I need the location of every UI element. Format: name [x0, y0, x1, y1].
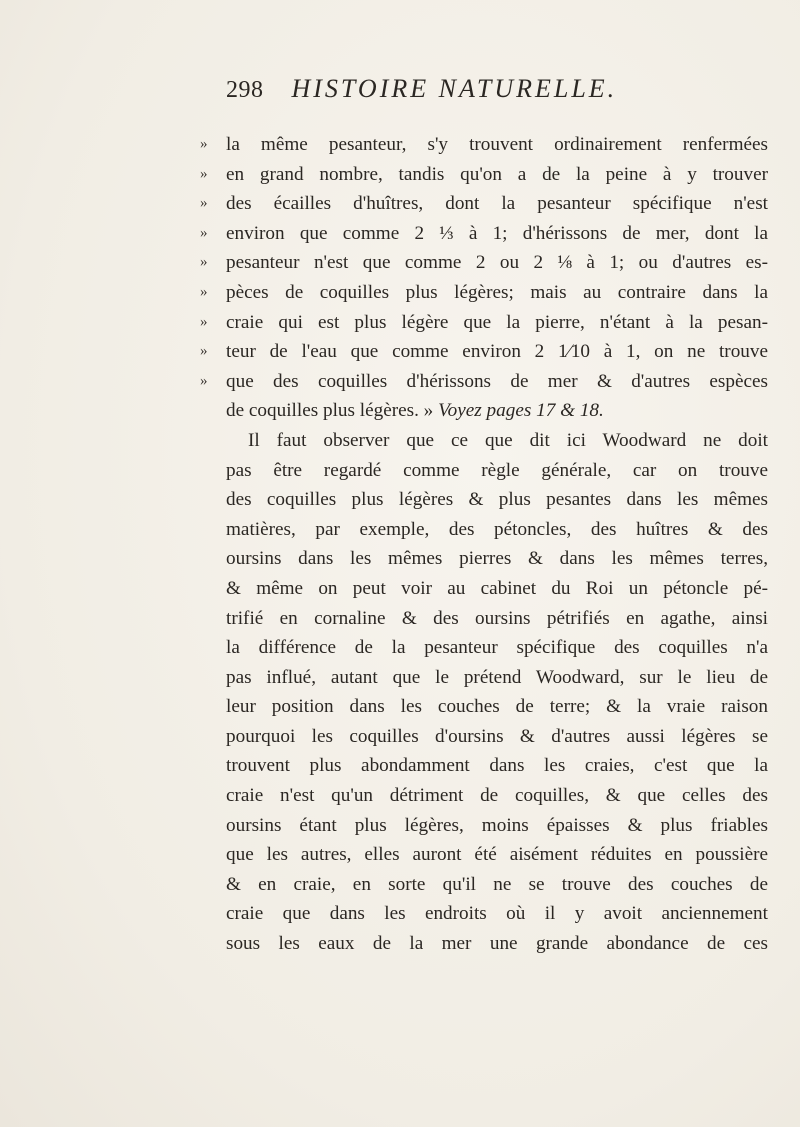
quote-mark: »	[200, 372, 208, 389]
quote-mark: »	[200, 195, 208, 212]
text-line: » environ que comme 2 ⅓ à 1; d'hérissons de mer, dont la	[226, 219, 768, 249]
quote-mark: »	[200, 224, 208, 241]
text-line: » que des coquilles d'hérissons de mer & d'autres espèces	[226, 367, 768, 397]
text-line: oursins étant plus légères, moins épaisses & plus friables	[226, 814, 768, 836]
quote-mark: »	[200, 313, 208, 330]
text-line: » teur de l'eau que comme environ 2 1⁄10 à 1, on ne trouve	[226, 337, 768, 367]
text-line: que les autres, elles auront été aisément réduites en poussière	[226, 844, 768, 866]
text-line: de coquilles plus légères. » Voyez pages 17 & 18.	[226, 400, 604, 422]
text-line: des coquilles plus légères & plus pesantes dans les mêmes	[226, 489, 768, 511]
text-line: matières, par exemple, des pétoncles, des huîtres & des	[226, 518, 768, 540]
text-line: » craie qui est plus légère que la pierre, n'étant à la pesan-	[226, 308, 768, 338]
text-line: & même on peut voir au cabinet du Roi un pétoncle pé-	[226, 577, 768, 599]
text-line: trouvent plus abondamment dans les craies, c'est que la	[226, 755, 768, 777]
text-line: » en grand nombre, tandis qu'on a de la peine à y trouver	[226, 160, 768, 190]
text-line: craie que dans les endroits où il y avoit anciennement	[226, 903, 768, 925]
quote-mark: »	[200, 343, 208, 360]
quote-mark: »	[200, 283, 208, 300]
quote-mark: »	[200, 165, 208, 182]
text-line: & en craie, en sorte qu'il ne se trouve des couches de	[226, 873, 768, 895]
body-text	[200, 130, 768, 959]
page-header	[226, 74, 646, 114]
text-line: sous les eaux de la mer une grande abondance de ces	[226, 933, 768, 955]
text-line: trifié en cornaline & des oursins pétrifiés en agathe, ainsi	[226, 607, 768, 629]
text-line: » pèces de coquilles plus légères; mais au contraire dans la	[226, 278, 768, 308]
text-line: Il faut observer que ce que dit ici Woodward ne doit	[248, 429, 768, 451]
text-line: la différence de la pesanteur spécifique des coquilles n'a	[226, 637, 768, 659]
text-line: » la même pesanteur, s'y trouvent ordinairement renfermées	[226, 130, 768, 160]
quote-mark: »	[200, 254, 208, 271]
quote-mark: »	[200, 136, 208, 152]
text-line: » pesanteur n'est que comme 2 ou 2 ⅛ à 1; ou d'autres es-	[226, 248, 768, 278]
text-line: » des écailles d'huîtres, dont la pesanteur spécifique n'est	[226, 189, 768, 219]
text-line: leur position dans les couches de terre; & la vraie raison	[226, 696, 768, 718]
page-number: 298	[226, 77, 264, 103]
text-line: craie n'est qu'un détriment de coquilles, & que celles des	[226, 785, 768, 807]
paragraph-commentary	[226, 426, 768, 959]
text-line: pourquoi les coquilles d'oursins & d'autres aussi légères se	[226, 725, 768, 747]
text-line: oursins dans les mêmes pierres & dans les mêmes terres,	[226, 548, 768, 570]
text-line: pas influé, autant que le prétend Woodward, sur le lieu de	[226, 666, 768, 688]
page-reference: Voyez pages 17 & 18.	[438, 400, 604, 422]
text-line: pas être regardé comme règle générale, car on trouve	[226, 459, 768, 481]
paragraph-quoted	[200, 130, 768, 426]
running-title: HISTOIRE NATURELLE.	[291, 74, 618, 103]
